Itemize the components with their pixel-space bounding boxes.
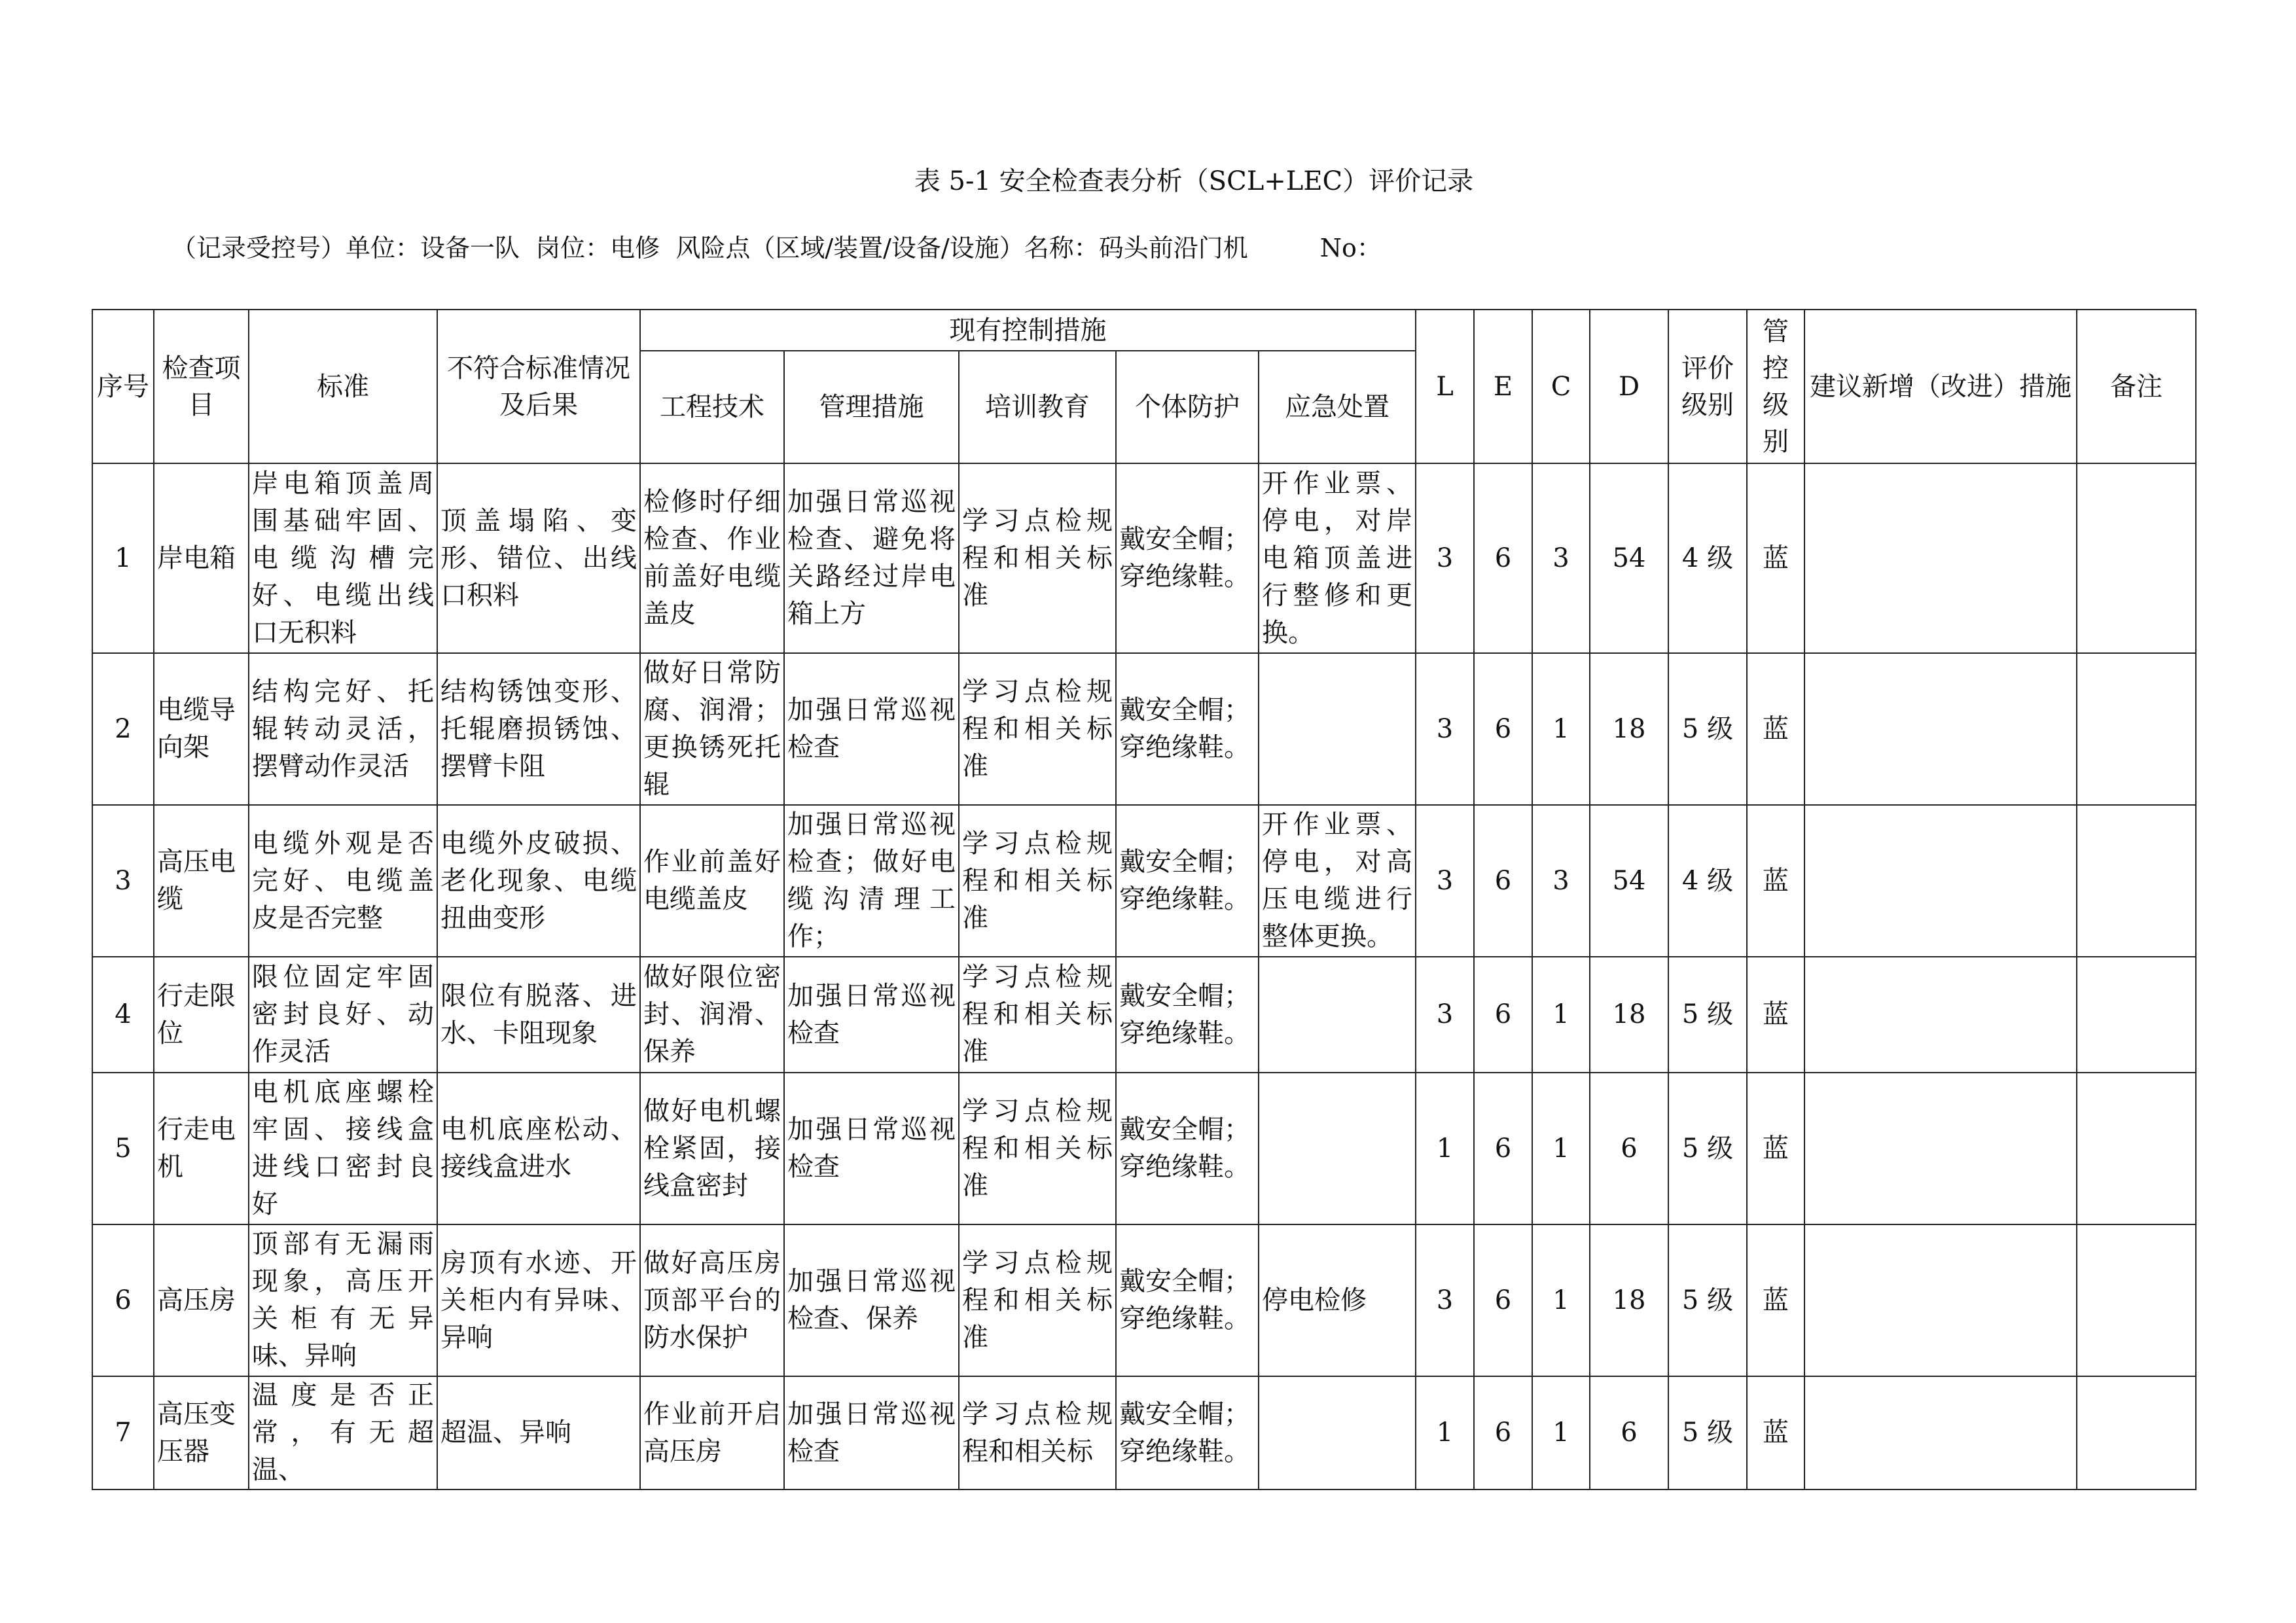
row-control-level: 蓝 [1747,957,1804,1073]
row-standard: 限位固定牢固密封良好、动作灵活 [249,957,437,1073]
row-L: 3 [1416,653,1474,805]
row-C: 1 [1532,1376,1590,1489]
table-row [92,1224,2196,1376]
row-management: 加强日常巡视检查 [784,1376,959,1489]
row-E: 6 [1474,1376,1532,1489]
safety-checklist-table [92,309,2197,1490]
row-check-item: 电缆导向架 [154,653,249,805]
row-suggested-measures [1804,805,2077,957]
row-suggested-measures [1804,1376,2077,1489]
header-E: E [1474,310,1532,463]
row-engineering: 作业前盖好电缆盖皮 [640,805,784,957]
header-ppe: 个体防护 [1116,351,1259,463]
row-training: 学习点检规程和相关标准 [959,957,1116,1073]
row-ppe: 戴安全帽；穿绝缘鞋。 [1116,653,1259,805]
row-management: 加强日常巡视检查；做好电缆沟清理工作； [784,805,959,957]
header-training: 培训教育 [959,351,1116,463]
row-eval-level: 5 级 [1668,1224,1747,1376]
row-suggested-measures [1804,463,2077,653]
row-D: 18 [1590,957,1668,1073]
row-D: 6 [1590,1376,1668,1489]
row-suggested-measures [1804,653,2077,805]
header-item: 检查项目 [154,310,249,463]
row-control-level: 蓝 [1747,1376,1804,1489]
row-seq: 1 [92,463,154,653]
row-management: 加强日常巡视检查 [784,1073,959,1224]
row-L: 3 [1416,1224,1474,1376]
row-nonconformity: 限位有脱落、进水、卡阻现象 [437,957,640,1073]
row-eval-level: 5 级 [1668,1376,1747,1489]
row-ppe: 戴安全帽；穿绝缘鞋。 [1116,957,1259,1073]
row-check-item: 高压变压器 [154,1376,249,1489]
row-control-level: 蓝 [1747,653,1804,805]
row-L: 3 [1416,805,1474,957]
row-check-item: 行走电机 [154,1073,249,1224]
row-nonconformity: 超温、异响 [437,1376,640,1489]
header-standard: 标准 [249,310,437,463]
row-management: 加强日常巡视检查、保养 [784,1224,959,1376]
row-C: 1 [1532,653,1590,805]
row-seq: 7 [92,1376,154,1489]
row-engineering: 检修时仔细检查、作业前盖好电缆盖皮 [640,463,784,653]
row-remark [2077,1073,2196,1224]
row-E: 6 [1474,1224,1532,1376]
header-engineering: 工程技术 [640,351,784,463]
table-row [92,957,2196,1073]
row-D: 18 [1590,1224,1668,1376]
row-emergency: 停电检修 [1259,1224,1416,1376]
row-nonconformity: 顶盖塌陷、变形、错位、出线口积料 [437,463,640,653]
row-remark [2077,463,2196,653]
row-emergency [1259,1376,1416,1489]
row-D: 54 [1590,463,1668,653]
row-engineering: 做好高压房顶部平台的防水保护 [640,1224,784,1376]
row-engineering: 做好限位密封、润滑、保养 [640,957,784,1073]
row-management: 加强日常巡视检查 [784,957,959,1073]
row-training: 学习点检规程和相关标准 [959,1224,1116,1376]
row-C: 1 [1532,1073,1590,1224]
row-remark [2077,1376,2196,1489]
row-standard: 顶部有无漏雨现象，高压开关柜有无异味、异响 [249,1224,437,1376]
header-L: L [1416,310,1474,463]
record-number-label: No： [1319,234,1382,262]
row-E: 6 [1474,463,1532,653]
row-D: 6 [1590,1073,1668,1224]
header-nonconform: 不符合标准情况及后果 [437,310,640,463]
row-standard: 电缆外观是否完好、电缆盖皮是否完整 [249,805,437,957]
row-remark [2077,1224,2196,1376]
row-L: 3 [1416,957,1474,1073]
row-seq: 4 [92,957,154,1073]
row-ppe: 戴安全帽；穿绝缘鞋。 [1116,1224,1259,1376]
document-title: 表 5-1 安全检查表分析（SCL+LEC）评价记录 [914,166,1474,196]
row-D: 18 [1590,653,1668,805]
header-management: 管理措施 [784,351,959,463]
row-seq: 5 [92,1073,154,1224]
table-row [92,1376,2196,1489]
row-C: 1 [1532,1224,1590,1376]
row-standard: 电机底座螺栓牢固、接线盒进线口密封良好 [249,1073,437,1224]
header-D: D [1590,310,1668,463]
row-suggested-measures [1804,957,2077,1073]
row-eval-level: 5 级 [1668,957,1747,1073]
row-standard: 温度是否正常，有无超温、 [249,1376,437,1489]
row-ppe: 戴安全帽；穿绝缘鞋。 [1116,805,1259,957]
row-nonconformity: 结构锈蚀变形、托辊磨损锈蚀、摆臂卡阻 [437,653,640,805]
header-control-measures: 现有控制措施 [640,310,1416,351]
row-ppe: 戴安全帽；穿绝缘鞋。 [1116,1376,1259,1489]
table-row [92,653,2196,805]
row-L: 1 [1416,1073,1474,1224]
row-engineering: 做好电机螺栓紧固，接线盒密封 [640,1073,784,1224]
row-eval-level: 4 级 [1668,463,1747,653]
row-emergency: 开作业票、停电，对岸电箱顶盖进行整修和更换。 [1259,463,1416,653]
row-engineering: 做好日常防腐、润滑；更换锈死托辊 [640,653,784,805]
table-row [92,805,2196,957]
row-seq: 6 [92,1224,154,1376]
row-nonconformity: 电机底座松动、接线盒进水 [437,1073,640,1224]
record-header-info: （记录受控号）单位：设备一队 岗位：电修 风险点（区域/装置/设备/设施）名称：码头前沿门机 [171,234,1248,262]
row-suggested-measures [1804,1224,2077,1376]
row-training: 学习点检规程和相关标准 [959,1073,1116,1224]
record-header-line [171,228,1382,264]
row-check-item: 岸电箱 [154,463,249,653]
row-control-level: 蓝 [1747,805,1804,957]
row-emergency: 开作业票、停电，对高压电缆进行整体更换。 [1259,805,1416,957]
row-emergency [1259,1073,1416,1224]
header-emergency: 应急处置 [1259,351,1416,463]
row-ppe: 戴安全帽；穿绝缘鞋。 [1116,1073,1259,1224]
header-eval-level: 评价级别 [1668,310,1747,463]
row-seq: 3 [92,805,154,957]
row-control-level: 蓝 [1747,463,1804,653]
row-control-level: 蓝 [1747,1073,1804,1224]
row-check-item: 高压电缆 [154,805,249,957]
row-suggested-measures [1804,1073,2077,1224]
row-emergency [1259,653,1416,805]
row-check-item: 行走限位 [154,957,249,1073]
table-row [92,463,2196,653]
row-E: 6 [1474,805,1532,957]
row-management: 加强日常巡视检查 [784,653,959,805]
row-training: 学习点检规程和相关标准 [959,653,1116,805]
row-C: 3 [1532,805,1590,957]
row-seq: 2 [92,653,154,805]
row-E: 6 [1474,957,1532,1073]
row-remark [2077,653,2196,805]
row-D: 54 [1590,805,1668,957]
header-C: C [1532,310,1590,463]
row-eval-level: 4 级 [1668,805,1747,957]
row-eval-level: 5 级 [1668,1073,1747,1224]
row-C: 1 [1532,957,1590,1073]
row-emergency [1259,957,1416,1073]
row-nonconformity: 电缆外皮破损、老化现象、电缆扭曲变形 [437,805,640,957]
row-management: 加强日常巡视检查、避免将关路经过岸电箱上方 [784,463,959,653]
row-C: 3 [1532,463,1590,653]
header-remark: 备注 [2077,310,2196,463]
row-L: 3 [1416,463,1474,653]
row-nonconformity: 房顶有水迹、开关柜内有异味、异响 [437,1224,640,1376]
row-training: 学习点检规程和相关标准 [959,463,1116,653]
row-check-item: 高压房 [154,1224,249,1376]
row-engineering: 作业前开启高压房 [640,1376,784,1489]
row-control-level: 蓝 [1747,1224,1804,1376]
row-E: 6 [1474,1073,1532,1224]
header-suggested-measures: 建议新增（改进）措施 [1804,310,2077,463]
row-eval-level: 5 级 [1668,653,1747,805]
row-remark [2077,805,2196,957]
row-remark [2077,957,2196,1073]
row-L: 1 [1416,1376,1474,1489]
row-standard: 岸电箱顶盖周围基础牢固、电缆沟槽完好、电缆出线口无积料 [249,463,437,653]
header-seq: 序号 [92,310,154,463]
header-control-level: 管控级别 [1747,310,1804,463]
row-training: 学习点检规程和相关标 [959,1376,1116,1489]
row-standard: 结构完好、托辊转动灵活，摆臂动作灵活 [249,653,437,805]
row-E: 6 [1474,653,1532,805]
row-training: 学习点检规程和相关标准 [959,805,1116,957]
table-row [92,1073,2196,1224]
row-ppe: 戴安全帽；穿绝缘鞋。 [1116,463,1259,653]
